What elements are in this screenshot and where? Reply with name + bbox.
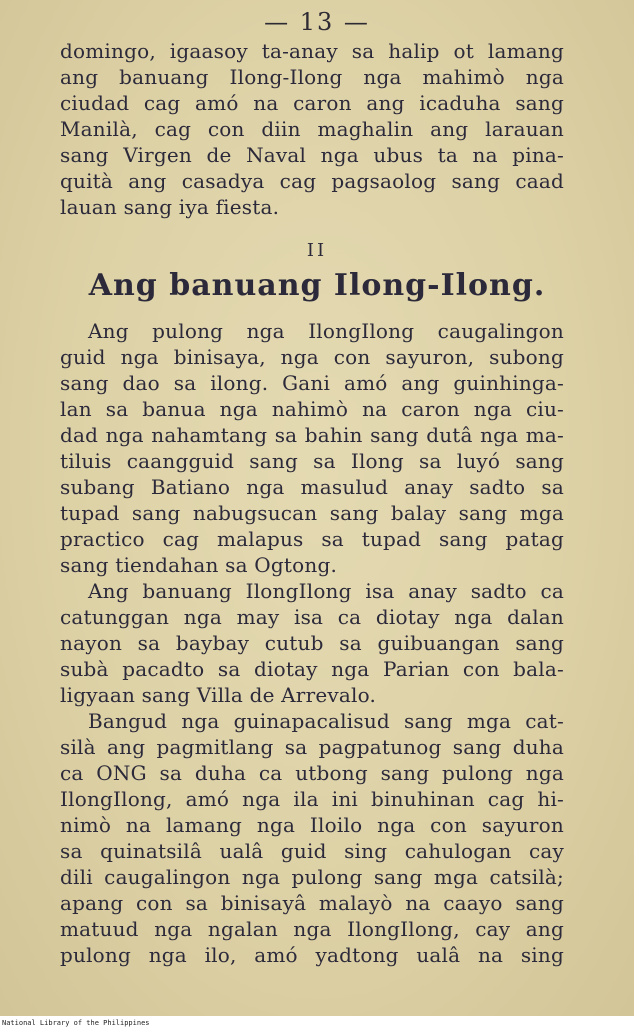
text-line: tupad sang nabugsucan sang balay sang mga xyxy=(60,501,564,525)
text-line: ang banuang Ilong-Ilong nga mahimò nga xyxy=(60,65,564,89)
text-line: matuud nga ngalan nga IlongIlong, cay ang xyxy=(60,917,564,941)
chapter-numeral: II xyxy=(306,240,328,261)
text-line: nayon sa baybay cutub sa guibuangan sang xyxy=(60,631,564,655)
body-paragraph-2 xyxy=(60,578,564,708)
text-line: IlongIlong, amó nga ila ini binuhinan cag hi- xyxy=(60,787,564,811)
text-line: tiluis caangguid sang sa Ilong sa luyó sang xyxy=(60,449,564,473)
body-paragraph-1 xyxy=(60,318,564,578)
text-line: quità ang casadya cag pagsaolog sang caad xyxy=(60,169,564,193)
text-line: Manilà, cag con diin maghalin ang larauan xyxy=(60,117,564,141)
text-line: ciudad cag amó na caron ang icaduha sang xyxy=(60,91,564,115)
text-line: lauan sang iya fiesta. xyxy=(60,195,280,219)
text-line: catunggan nga may isa ca diotay nga dalan xyxy=(60,605,564,629)
text-line: practico cag malapus sa tupad sang patag xyxy=(60,527,564,551)
text-line: ligyaan sang Villa de Arrevalo. xyxy=(60,683,377,707)
text-line: subà pacadto sa diotay nga Parian con bala- xyxy=(60,657,564,681)
text-line: silà ang pagmitlang sa pagpatunog sang duha xyxy=(60,735,564,759)
text-line: pulong nga ilo, amó yadtong ualâ na sing xyxy=(60,943,564,967)
opening-paragraph xyxy=(60,38,564,220)
body-paragraph-3 xyxy=(60,708,564,968)
chapter-title: Ang banuang Ilong-Ilong. xyxy=(88,268,546,303)
text-line: sang dao sa ilong. Gani amó ang guinhinga- xyxy=(60,371,564,395)
text-line: guid nga binisaya, nga con sayuron, subong xyxy=(60,345,564,369)
text-line: sa quinatsilâ ualâ guid sing cahulogan cay xyxy=(60,839,564,863)
text-line: nimò na lamang nga Iloilo nga con sayuron xyxy=(60,813,564,837)
text-line: sang tiendahan sa Ogtong. xyxy=(60,553,338,577)
text-line: Ang banuang IlongIlong isa anay sadto ca xyxy=(88,579,564,603)
text-line: apang con sa binisayâ malayò na caayo sang xyxy=(60,891,564,915)
page-number: — 13 — xyxy=(264,8,370,36)
text-line: dili caugalingon nga pulong sang mga catsilà; xyxy=(60,865,564,889)
text-line: subang Batiano nga masulud anay sadto sa xyxy=(60,475,564,499)
text-line: ca ONG sa duha ca utbong sang pulong nga xyxy=(60,761,564,785)
library-credit: National Library of the Philippines xyxy=(2,1019,150,1027)
text-line: sang Virgen de Naval nga ubus ta na pina- xyxy=(60,143,564,167)
text-line: Ang pulong nga IlongIlong caugalingon xyxy=(88,319,564,343)
text-line: dad nga nahamtang sa bahin sang dutâ nga ma- xyxy=(60,423,564,447)
text-line: domingo, igaasoy ta-anay sa halip ot lamang xyxy=(60,39,564,63)
text-line: Bangud nga guinapacalisud sang mga cat- xyxy=(88,709,564,733)
text-line: lan sa banua nga nahimò na caron nga ciu- xyxy=(60,397,564,421)
